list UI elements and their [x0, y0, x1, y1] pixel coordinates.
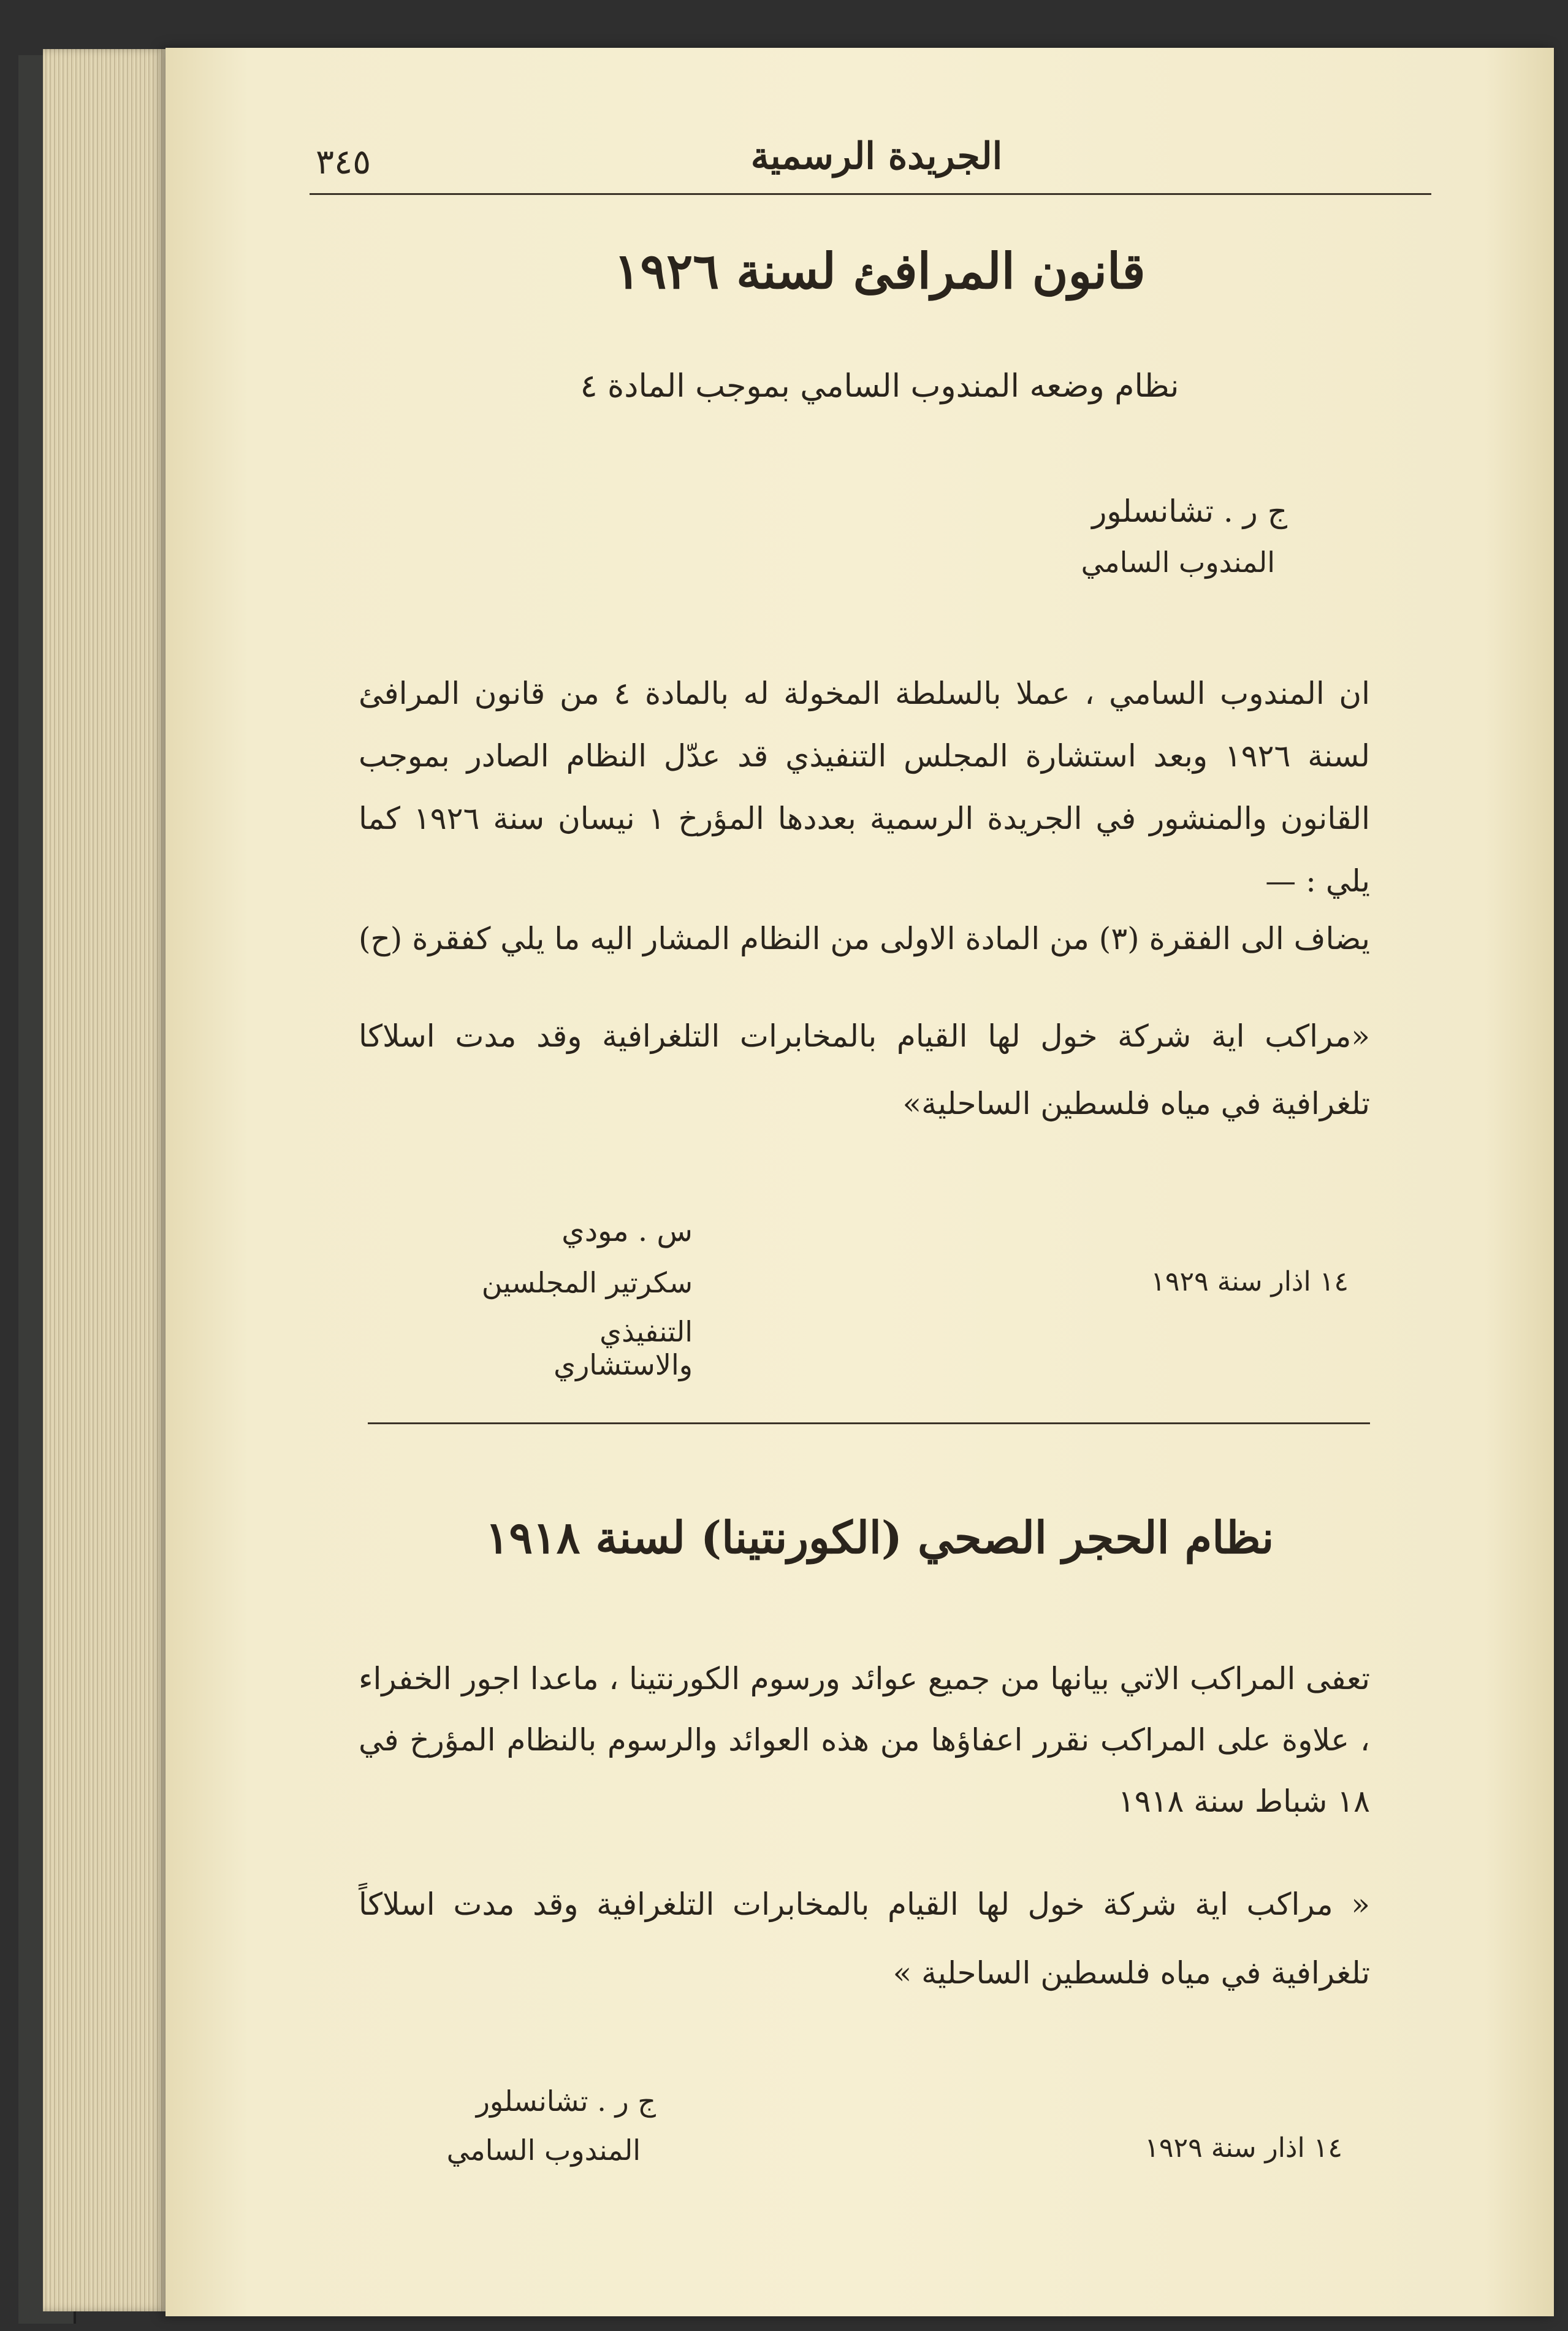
- page-number: ٣٤٥: [316, 142, 371, 182]
- secretary-name: س . مودي: [561, 1214, 693, 1248]
- running-head: الجريدة الرسمية: [750, 135, 1003, 178]
- ports-law-paragraph-3: «مراكب اية شركة خول لها القيام بالمخابرات التلغرافية وقد مدت اسلاكا تلغرافية في مياه فلسطين الساحلية»: [359, 1018, 1370, 1121]
- ports-law-paragraph-1: ان المندوب السامي ، عملا بالسلطة المخولة له بالمادة ٤ من قانون المرافئ لسنة ١٩٢٦ وبعد استشارة المجلس التنفيذي قد عدّل النظام الصادر بموجب القانون والمنشور في الجريدة الرسمية بعددها المؤرخ ١ نيسان سنة ١٩٢٦ كما يلي : —: [359, 676, 1370, 899]
- quarantine-date: ١٤ اذار سنة ١٩٢٩: [1144, 2132, 1342, 2164]
- ports-law-subtitle: نظام وضعه المندوب السامي بموجب المادة ٤: [580, 368, 1179, 405]
- secretary-title-line-2: التنفيذي والاستشاري: [554, 1315, 693, 1381]
- quarantine-paragraph-1: تعفى المراكب الاتي بيانها من جميع عوائد ورسوم الكورنتينا ، ماعدا اجور الخفراء ، علاوة على المراكب نقرر اعفاؤها من هذه العوائد والرسوم بالنظام المؤرخ في ١٨ شباط سنة ١٩١٨: [359, 1661, 1370, 1819]
- quarantine-signatory-title: المندوب السامي: [446, 2134, 641, 2167]
- secretary-title-line-1: سكرتير المجلسين: [481, 1266, 693, 1299]
- quarantine-signatory-name: ج ر . تشانسلور: [476, 2085, 656, 2118]
- page-edges: [43, 49, 172, 2311]
- ports-law-date: ١٤ اذار سنة ١٩٢٩: [1151, 1266, 1349, 1297]
- quarantine-title: نظام الحجر الصحي (الكورنتينا) لسنة ١٩١٨: [485, 1511, 1274, 1563]
- high-commissioner-name: ج ر . تشانسلور: [1092, 494, 1287, 529]
- high-commissioner-title: المندوب السامي: [1081, 546, 1275, 579]
- ports-law-title: قانون المرافئ لسنة ١٩٢٦: [614, 242, 1146, 300]
- section-divider: [368, 1422, 1370, 1424]
- quarantine-paragraph-2: « مراكب اية شركة خول لها القيام بالمخابرات التلغرافية وقد مدت اسلاكاً تلغرافية في مياه فلسطين الساحلية »: [359, 1887, 1371, 1991]
- ports-law-paragraph-2: يضاف الى الفقرة (٣) من المادة الاولى من النظام المشار اليه ما يلي كفقرة (ح): [359, 921, 1370, 956]
- header-rule: [310, 193, 1431, 195]
